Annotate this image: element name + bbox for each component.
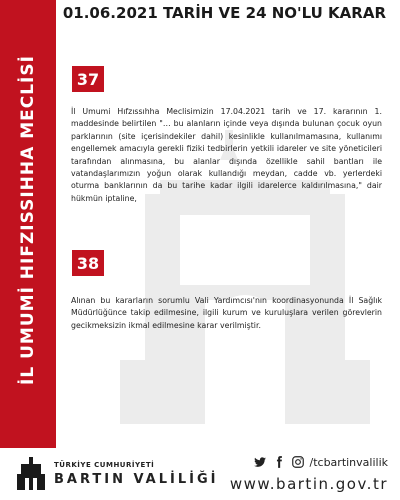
facebook-icon[interactable] <box>272 455 286 469</box>
article-38-text: Alınan bu kararların sorumlu Vali Yardımcısı'nın koordinasyonunda İl Sağlık Müdürlüğünce takip edilmesine, ilgili kurum ve kuruluşlara verilen görevlerin gecikmeksizin ikmal edilmesine karar verilmiştir. <box>71 296 382 330</box>
article-number-37: 37 <box>72 66 104 92</box>
website-link[interactable]: www.bartin.gov.tr <box>229 475 388 493</box>
governorship-logo-icon <box>14 456 48 492</box>
sidebar-banner <box>0 0 56 448</box>
social-handle[interactable]: /tcbartinvalilik <box>309 455 388 469</box>
article-number-38: 38 <box>72 250 104 276</box>
org-governorship-name: BARTIN VALİLİĞİ <box>54 472 219 487</box>
header <box>56 0 400 28</box>
sidebar-title: İL UMUMİ HIFZISSIHHA MECLİSİ <box>18 55 38 385</box>
org-country-name: TÜRKİYE CUMHURİYETİ <box>54 461 155 469</box>
page-title: 01.06.2021 TARİH VE 24 NO'LU KARAR <box>62 4 386 22</box>
instagram-icon[interactable] <box>291 455 305 469</box>
footer <box>0 448 400 500</box>
article-37-text: İl Umumi Hıfzıssıhha Meclisimizin 17.04.2021 tarih ve 17. kararının 1. maddesinde belirtilen "… bu alanların içinde veya dışında bulunan çocuk oyun parklarının (site içerisindekiler dahil) kesinlikle kullanılmamasına, kullanımı engellemek amacıyla gerekli fiziki tedbirlerin yetkili idareler ve site yöneticileri tarafından alınmasına, bu alanlar dışında özellikle sahil bantları ile vatandaşlarımızın yoğun olarak kullandığı meydan, cadde vb. yerlerdeki oturma banklarının da bu tarihe kadar ilgili idarelerce kaldırılmasına," dair hükmün iptaline, <box>71 107 382 203</box>
social-links <box>253 455 389 469</box>
twitter-icon[interactable] <box>253 455 267 469</box>
